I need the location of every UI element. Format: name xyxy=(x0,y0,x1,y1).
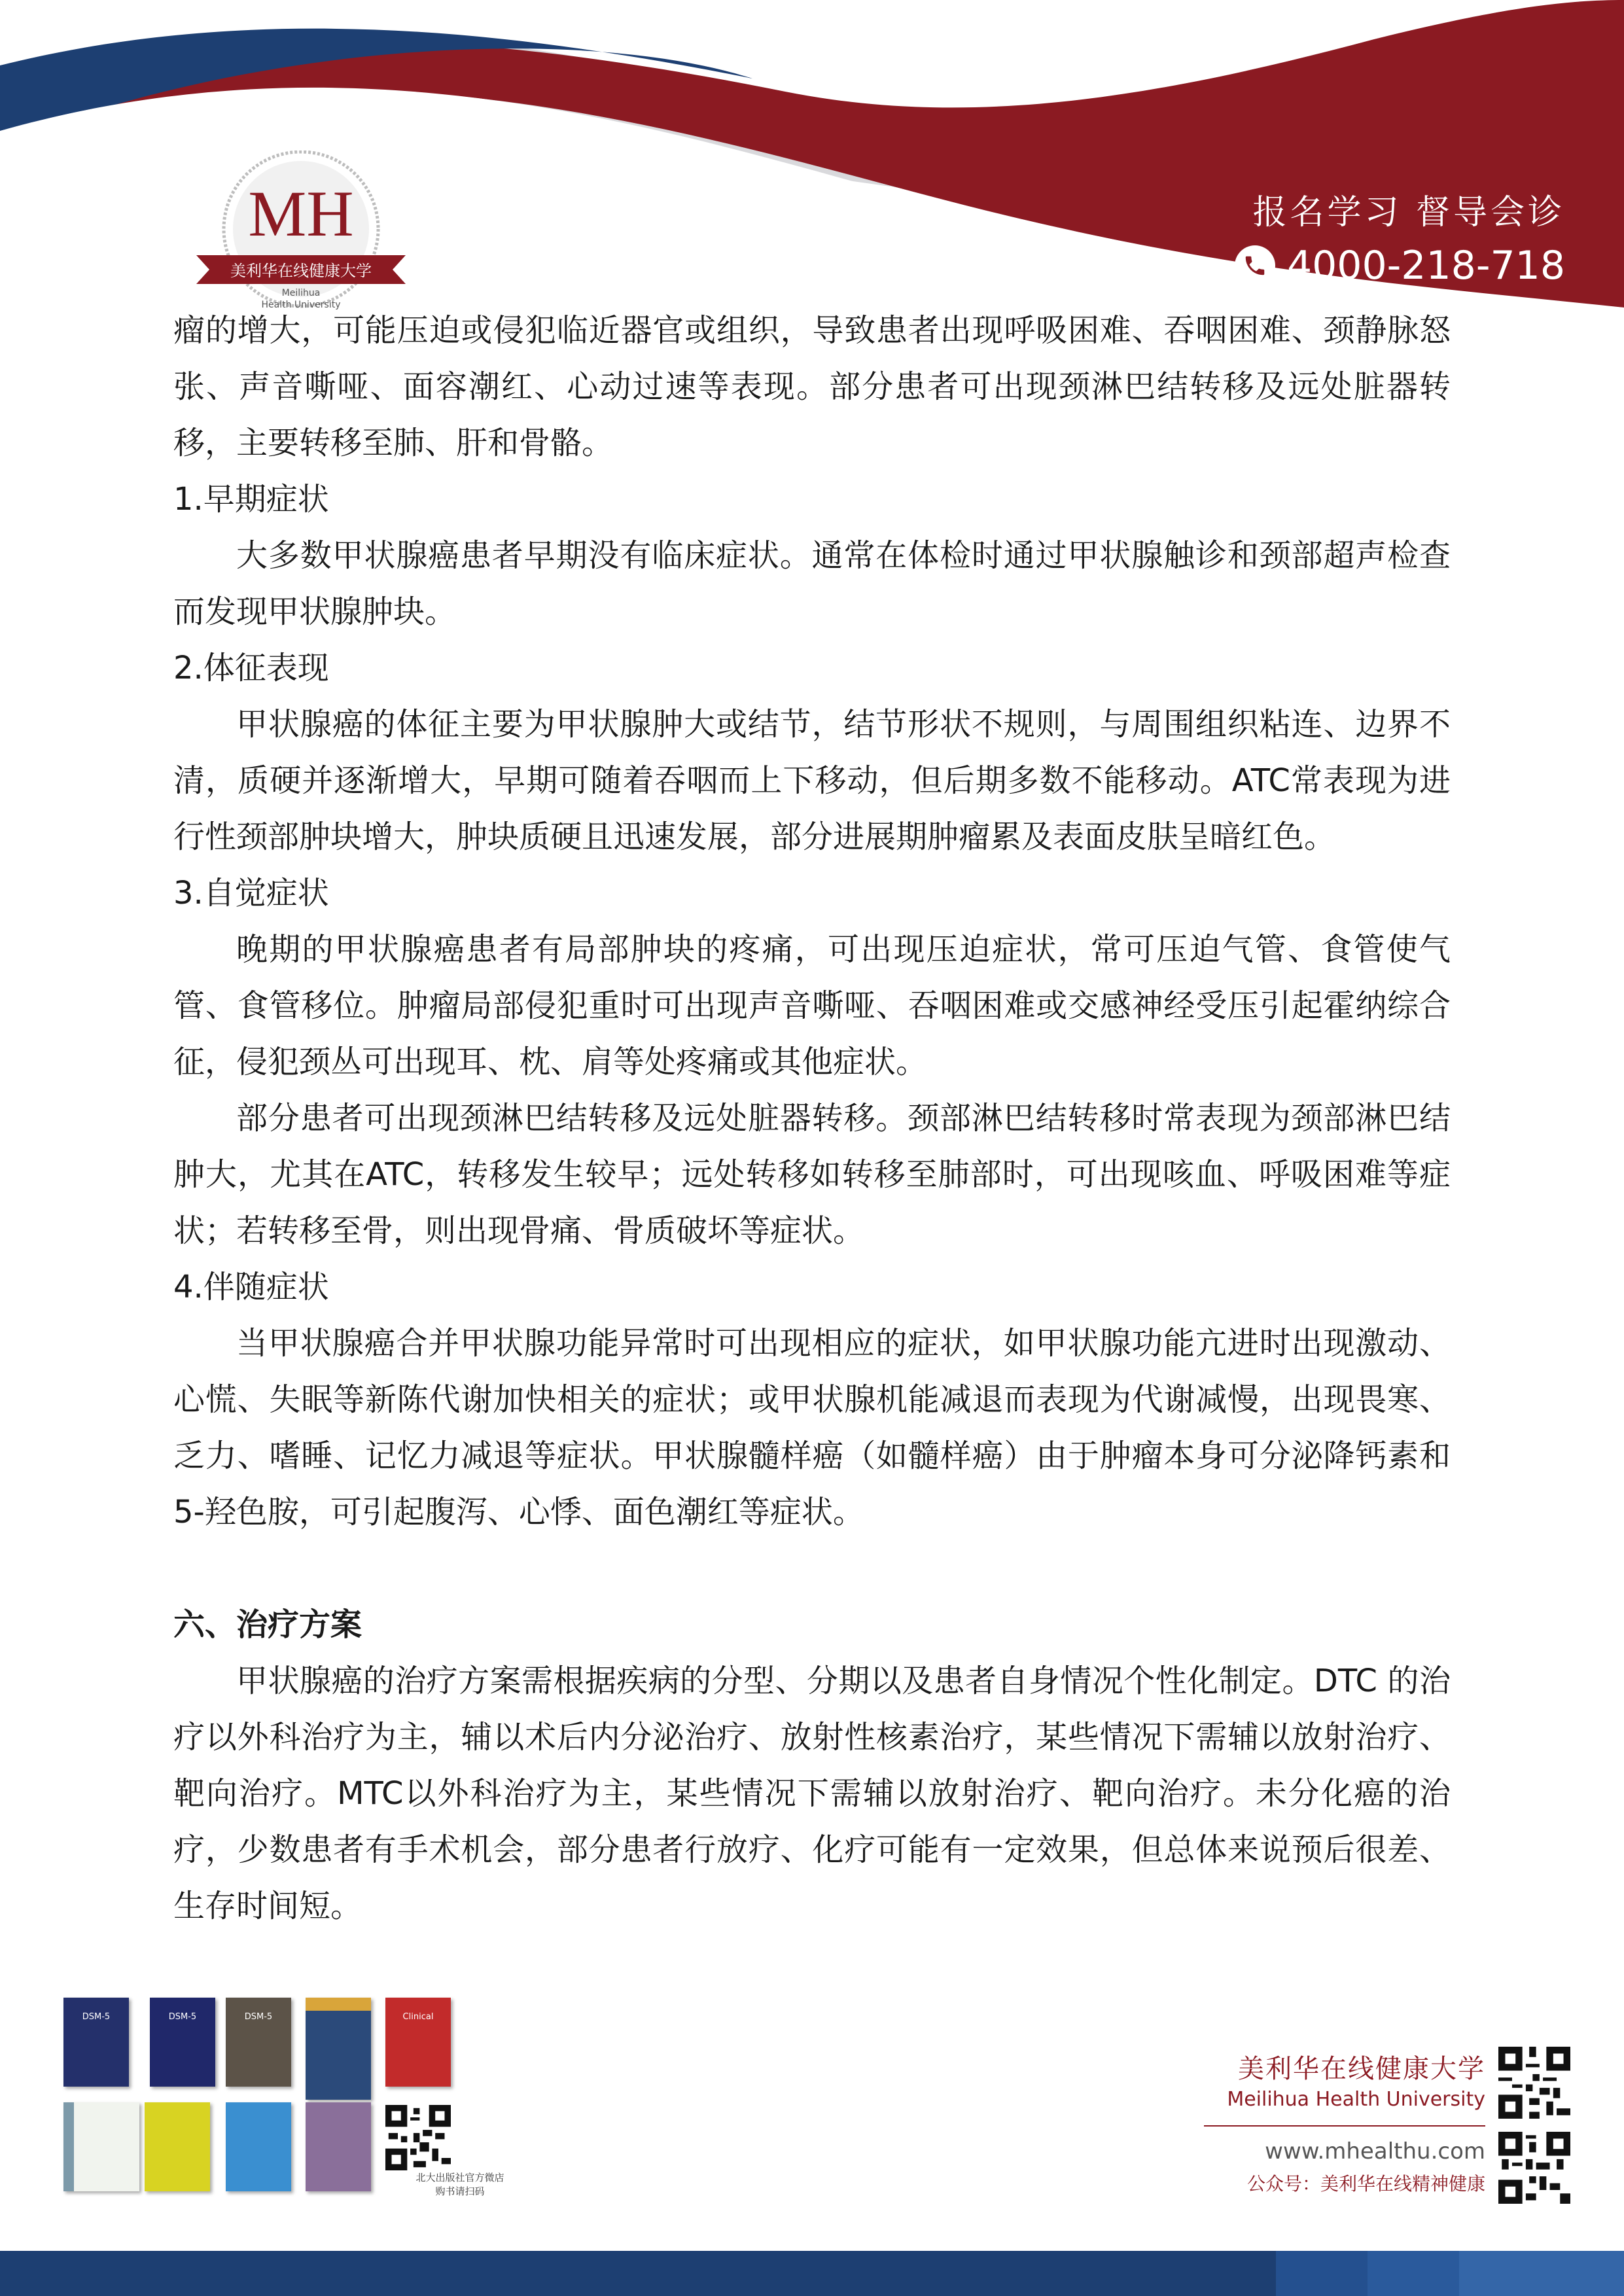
bottom-bar-accent xyxy=(1459,2251,1624,2296)
phone-icon xyxy=(1235,245,1275,286)
wechat-qr-code xyxy=(1498,2132,1570,2204)
svg-text:Meilihua: Meilihua xyxy=(281,288,321,298)
svg-text:Health University: Health University xyxy=(261,300,341,310)
footer-brand xyxy=(1204,2048,1485,2196)
wechat-account: 公众号：美利华在线精神健康 xyxy=(1246,2173,1485,2195)
book-cover xyxy=(63,2102,139,2191)
section-heading-subjective-symptoms: 3.自觉症状 xyxy=(173,875,329,911)
tagline: 报名学习 督导会诊 xyxy=(1252,193,1565,232)
divider xyxy=(1204,2125,1485,2127)
section-heading-early-symptoms: 1.早期症状 xyxy=(173,481,329,518)
paragraph: 晚期的甲状腺癌患者有局部肿块的疼痛，可出现压迫症状，常可压迫气管、食管使气管、食管移位。肿瘤局部侵犯重时可出现声音嘶哑、吞咽困难或交感神经受压引起霍纳综合征，侵犯颈丛可出现耳、枕、肩等处疼痛或其他症状。 xyxy=(173,931,1451,1080)
book-cover xyxy=(145,2102,210,2191)
book-cover: Clinical xyxy=(385,1998,451,2087)
paragraph: 甲状腺癌的治疗方案需根据疾病的分型、分期以及患者自身情况个性化制定。DTC 的治疗以外科治疗为主，辅以术后内分泌治疗、放射性核素治疗，某些情况下需辅以放射治疗、靶向治疗。MTC以外科治疗为主，某些情况下需辅以放射治疗、靶向治疗。未分化癌的治疗，少数患者有手术机会，部分患者行放疗、化疗可能有一定效果，但总体来说预后很差、生存时间短。 xyxy=(173,1663,1451,1924)
book-cover xyxy=(226,2102,291,2191)
phone-number: 4000-218-718 xyxy=(1286,243,1565,289)
bottom-bar xyxy=(0,2251,1624,2296)
paragraph: 甲状腺癌的体征主要为甲状腺肿大或结节，结节形状不规则，与周围组织粘连、边界不清，质硬并逐渐增大，早期可随着吞咽而上下移动，但后期多数不能移动。ATC常表现为进行性颈部肿块增大，肿块质硬且迅速发展，部分进展期肿瘤累及表面皮肤呈暗红色。 xyxy=(173,706,1451,855)
bottom-bar-accent xyxy=(1276,2251,1368,2296)
book-covers xyxy=(62,1992,504,2202)
brand-name-en: Meilihua Health University xyxy=(1227,2088,1485,2111)
contact-block xyxy=(1235,185,1565,289)
book-cover: DSM-5 xyxy=(150,1998,215,2087)
section-heading-accompanying-symptoms: 4.伴随症状 xyxy=(173,1269,329,1305)
section-heading-signs: 2.体征表现 xyxy=(173,650,329,686)
bookshop-caption: 北大出版社官方微店购书请扫码 xyxy=(415,2172,504,2197)
mh-logo xyxy=(196,150,406,314)
svg-text:美利华在线健康大学: 美利华在线健康大学 xyxy=(230,262,372,280)
paragraph: 当甲状腺癌合并甲状腺功能异常时可出现相应的症状，如甲状腺功能亢进时出现激动、心慌、失眠等新陈代谢加快相关的症状；或甲状腺机能减退而表现为代谢减慢，出现畏寒、乏力、嗜睡、记忆力减退等症状。甲状腺髓样癌（如髓样癌）由于肿瘤本身可分泌降钙素和5-羟色胺，可引起腹泻、心悸、面色潮红等症状。 xyxy=(173,1325,1451,1530)
chapter-heading-treatment: 六、治疗方案 xyxy=(173,1606,362,1643)
book-cover: DSM-5 xyxy=(226,1998,291,2087)
book-cover: DSM-5 xyxy=(63,1998,129,2087)
book-cover xyxy=(306,1998,371,2100)
intro-paragraph: 瘤的增大，可能压迫或侵犯临近器官或组织，导致患者出现呼吸困难、吞咽困难、颈静脉怒张、声音嘶哑、面容潮红、心动过速等表现。部分患者可出现颈淋巴结转移及远处脏器转移，主要转移至肺、肝和骨骼。 xyxy=(173,312,1451,461)
website-qr-code xyxy=(1498,2047,1570,2119)
brand-name-cn: 美利华在线健康大学 xyxy=(1238,2054,1485,2084)
bookshop-qr-code xyxy=(385,2105,451,2170)
paragraph: 部分患者可出现颈淋巴结转移及远处脏器转移。颈部淋巴结转移时常表现为颈部淋巴结肿大，尤其在ATC，转移发生较早；远处转移如转移至肺部时，可出现咳血、呼吸困难等症状；若转移至骨，则出现骨痛、骨质破坏等症状。 xyxy=(173,1100,1451,1249)
bottom-bar-accent xyxy=(1368,2251,1459,2296)
svg-text:MH: MH xyxy=(248,177,354,250)
website-link[interactable]: www.mhealthu.com xyxy=(1265,2138,1485,2164)
spacer xyxy=(173,1540,1451,1597)
paragraph: 大多数甲状腺癌患者早期没有临床症状。通常在体检时通过甲状腺触诊和颈部超声检查而发现甲状腺肿块。 xyxy=(173,537,1451,630)
book-cover xyxy=(306,2102,371,2191)
phone-line xyxy=(1235,243,1565,289)
article-body xyxy=(173,302,1451,1934)
